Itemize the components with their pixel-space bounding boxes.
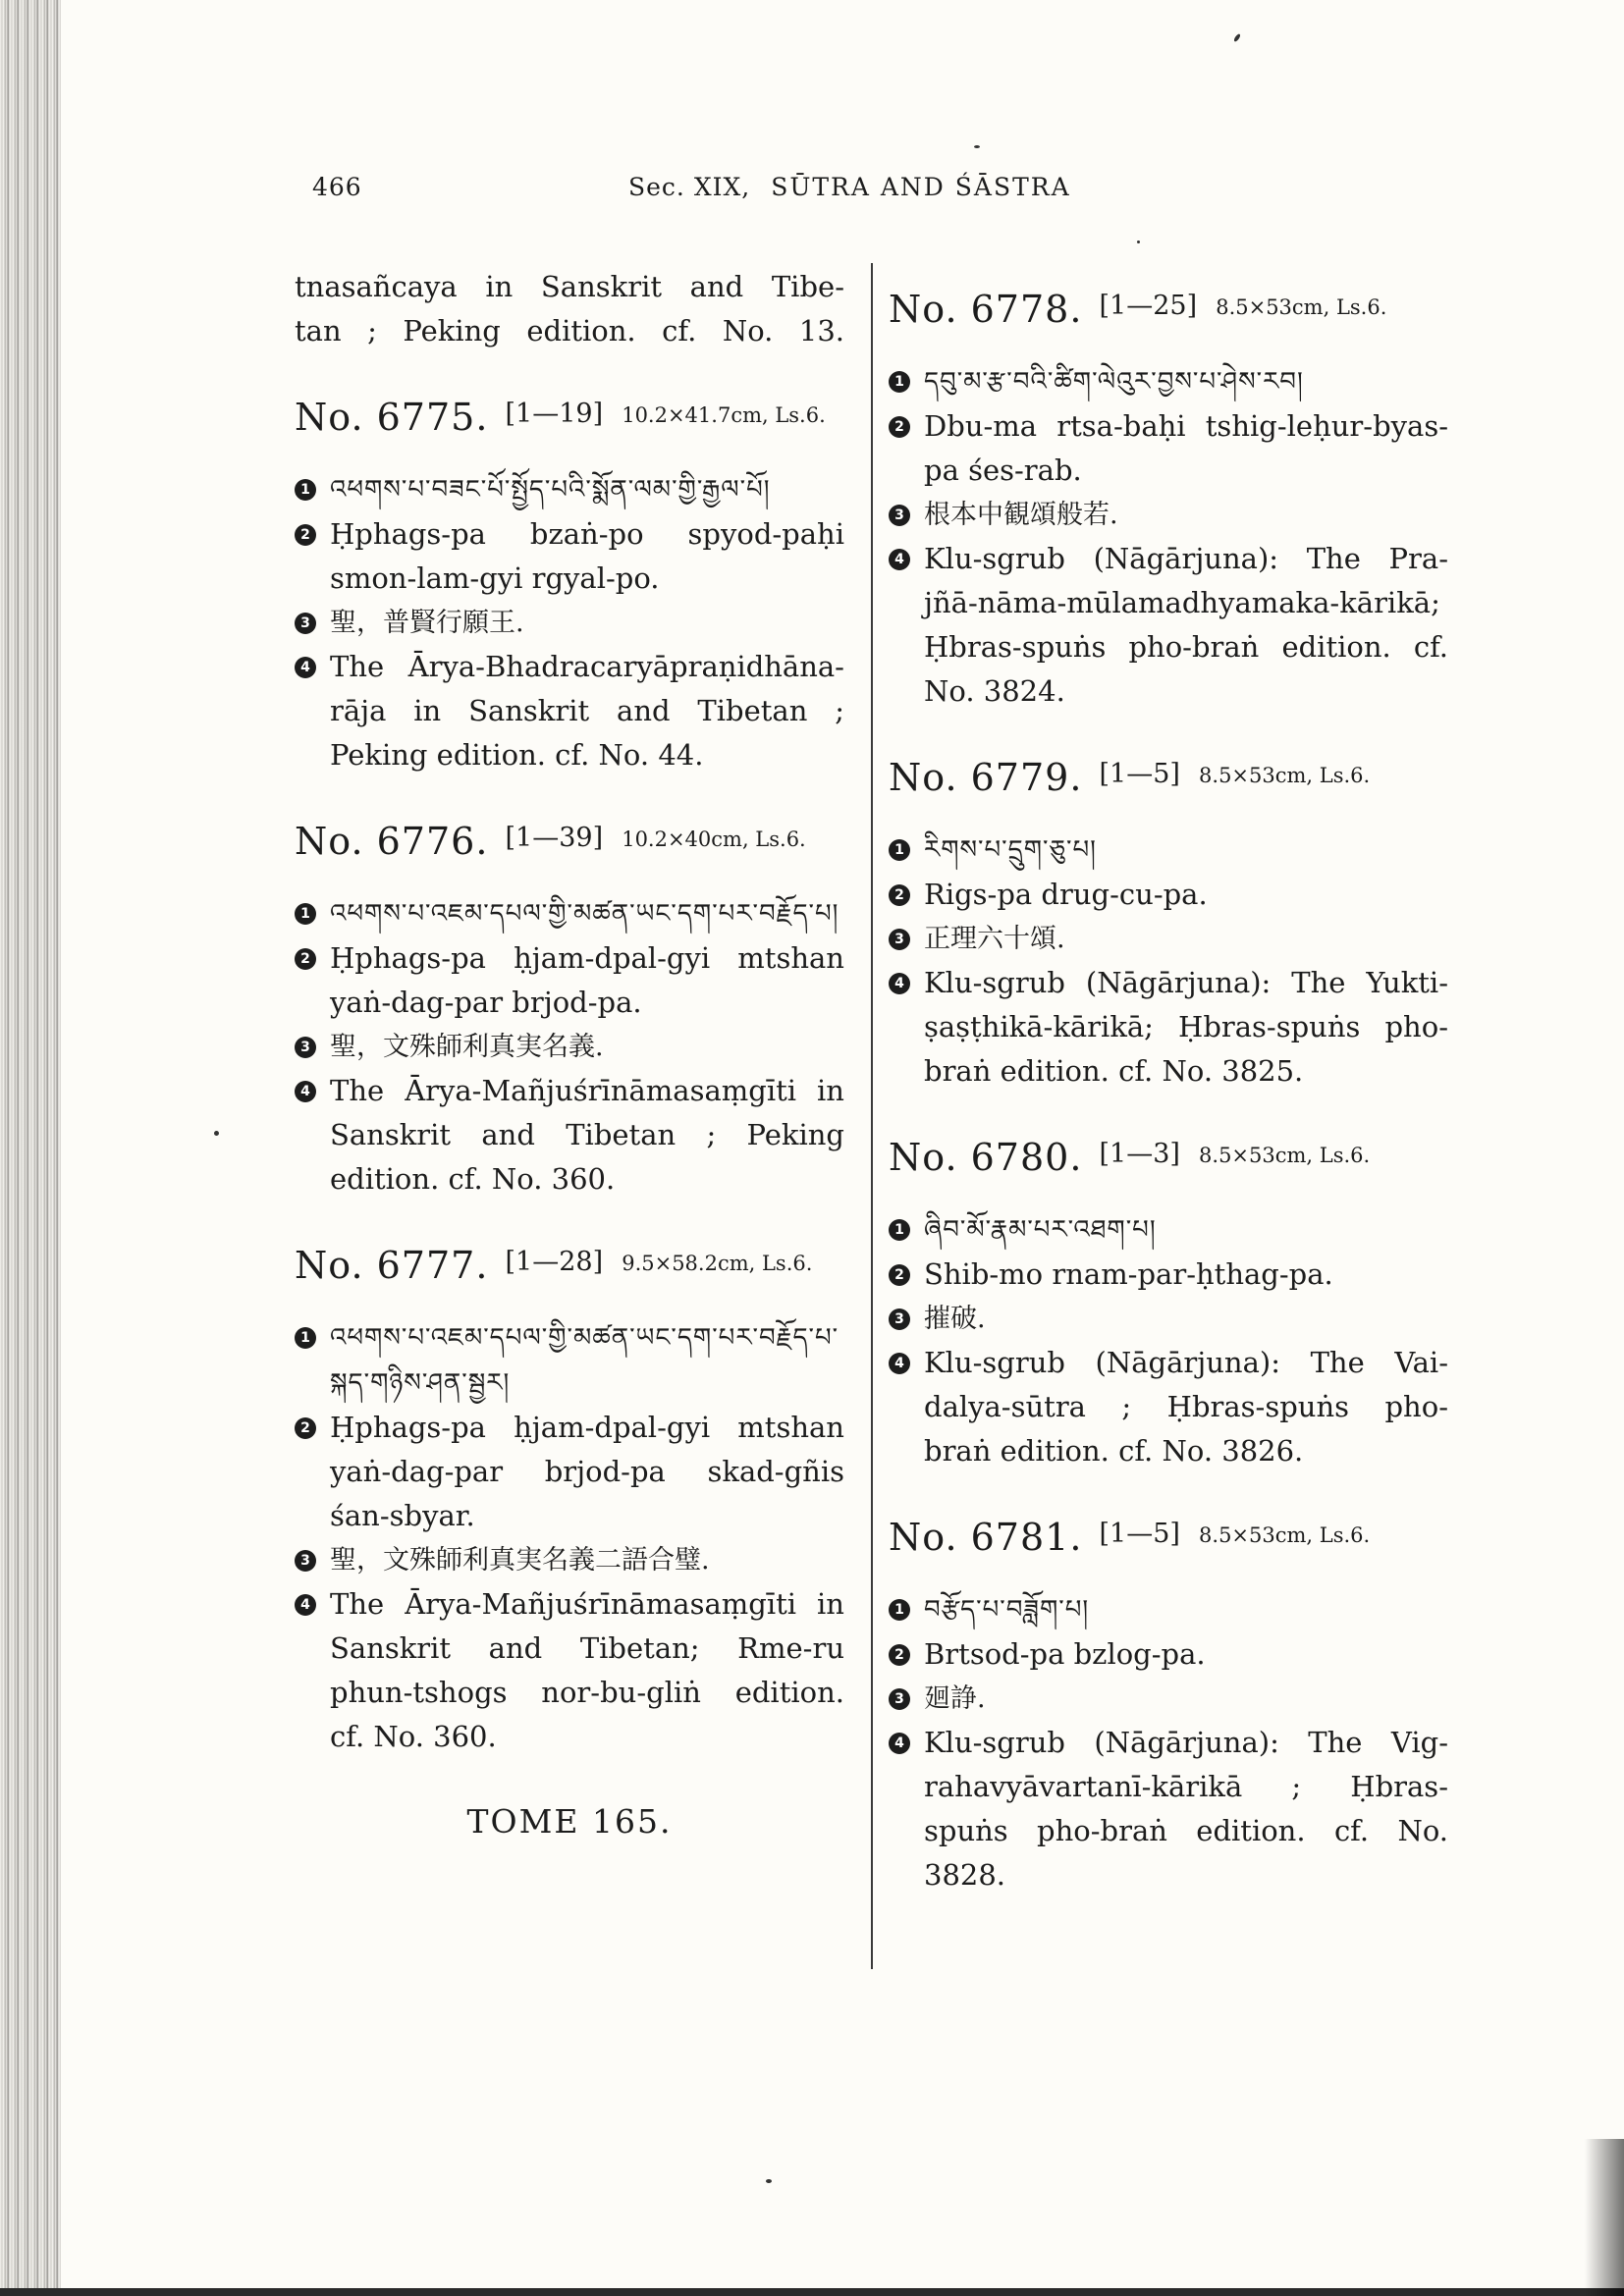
text-line: Klu-sgrub (Nāgārjuna): The Yukti- [924,966,1448,999]
left-column [295,265,844,1841]
circled-number-4-icon: 4 [295,657,316,678]
scan-speck [974,145,980,148]
entry-heading [889,753,1448,810]
text-line: yaṅ-dag-par brjod-pa. [330,986,642,1019]
scan-speck [766,2179,772,2183]
folio-range: [1—39] [505,823,604,853]
text-line: Dbu-ma rtsa-baḥi tshig-leḥur-byas- [924,409,1448,443]
text-line: The Ārya-Mañjuśrīnāmasaṃgīti in [330,1074,844,1107]
entry-number: No. 6775. [295,396,489,439]
text-line: edition. cf. No. 360. [330,1162,616,1196]
column-divider [871,263,873,1969]
text-line: Ḥphags-pa ḥjam-dpal-gyi mtshan [330,941,844,975]
tibetan-title: འཕགས་པ་འཇམ་དཔལ་གྱི་མཚན་ཡང་དག་པར་བརྗོད་པ་སྐད་གཉིས་ཤན་སྦྱར། [330,1323,839,1398]
tibetan-title: འཕགས་པ་འཇམ་དཔལ་གྱི་མཚན་ཡང་དག་པར་བརྗོད་པ། [330,899,839,929]
tibetan-title: འཕགས་པ་བཟང་པོ་སྤྱོད་པའི་སྨོན་ལམ་གྱི་རྒྱལ་པོ། [330,475,771,505]
scan-speck [1233,33,1241,43]
entry-number: No. 6776. [295,820,489,863]
scan-speck [1137,240,1140,243]
text-line: Sanskrit and Tibetan ; Peking [330,1118,844,1151]
chinese-title: 聖，文殊師利真実名義. [330,1032,604,1062]
field-tibetan-script [295,1315,844,1406]
catalog-entry [889,1513,1448,1897]
text-line: Brtsod-pa bzlog-pa. [924,1637,1206,1671]
circled-number-4-icon: 4 [295,1594,316,1616]
circled-number-1-icon: 1 [295,903,316,925]
entry-heading [295,817,844,874]
text-line: tan ; Peking edition. cf. No. 13. [295,314,844,347]
text-line: Ḥbras-spuṅs pho-braṅ edition. cf. [924,630,1448,664]
text-line: Klu-sgrub (Nāgārjuna): The Vai- [924,1346,1448,1379]
text-line: dalya-sūtra ; Ḥbras-spuṅs pho- [924,1390,1448,1423]
text-line: Klu-sgrub (Nāgārjuna): The Vig- [924,1726,1448,1759]
circled-number-1-icon: 1 [889,1599,910,1621]
field-chinese-title [889,1677,1448,1721]
circled-number-3-icon: 3 [295,613,316,634]
folio-range: [1—5] [1099,759,1180,789]
circled-number-4-icon: 4 [889,549,910,570]
text-line: spuṅs pho-braṅ edition. cf. No. [924,1814,1448,1847]
circled-number-3-icon: 3 [295,1037,316,1058]
field-description [889,1721,1448,1897]
text-line: jñā-nāma-mūlamadhyamaka-kārikā; [924,586,1440,619]
section-label: Sec. XIX, [628,173,751,201]
tibetan-title: ཞིབ་མོ་རྣམ་པར་འཐག་པ། [924,1215,1157,1245]
circled-number-2-icon: 2 [889,416,910,438]
circled-number-3-icon: 3 [889,1308,910,1330]
field-tibetan-script [889,1207,1448,1253]
field-description [889,1341,1448,1473]
circled-number-4-icon: 4 [889,1353,910,1374]
text-line: Klu-sgrub (Nāgārjuna): The Pra- [924,542,1448,575]
field-chinese-title [889,917,1448,961]
text-line: Ḥphags-pa ḥjam-dpal-gyi mtshan [330,1411,844,1444]
text-line: yaṅ-dag-par brjod-pa skad-gñis [330,1455,844,1488]
bottom-page-edge [0,2288,1624,2296]
page-number: 466 [312,173,362,201]
field-transliteration [889,1253,1448,1297]
dimensions: 8.5×53cm, Ls.6. [1199,1523,1371,1547]
entry-number: No. 6779. [889,756,1083,799]
field-tibetan-script [889,1587,1448,1632]
section-title: SŪTRA AND ŚĀSTRA [771,173,1071,201]
circled-number-2-icon: 2 [295,524,316,546]
folio-range: [1—19] [505,399,604,429]
field-chinese-title [295,1538,844,1582]
text-line: braṅ edition. cf. No. 3826. [924,1434,1304,1468]
field-transliteration [295,512,844,601]
right-column [889,285,1448,1897]
text-line: Shib-mo rnam-par-ḥthag-pa. [924,1257,1333,1291]
text-line: Ḥphags-pa bzaṅ-po spyod-paḥi [330,517,844,551]
scan-speck [214,1131,219,1136]
dimensions: 10.2×41.7cm, Ls.6. [622,403,826,427]
catalog-entry [889,285,1448,714]
dimensions: 10.2×40cm, Ls.6. [622,828,806,851]
chinese-title: 聖，普賢行願王. [330,608,524,638]
corner-shadow [1585,2139,1624,2296]
running-header [628,173,1071,201]
continuation-text [295,265,844,353]
field-chinese-title [295,1025,844,1069]
folio-range: [1—28] [505,1247,604,1277]
field-description [295,645,844,777]
tome-heading: TOME 165. [466,1802,673,1841]
field-tibetan-script [889,828,1448,873]
circled-number-2-icon: 2 [889,884,910,906]
circled-number-4-icon: 4 [889,973,910,994]
tibetan-title: རིགས་པ་དྲུག་ཅུ་པ། [924,835,1097,865]
entry-heading [889,285,1448,342]
field-transliteration [889,873,1448,917]
dimensions: 9.5×58.2cm, Ls.6. [622,1252,813,1275]
circled-number-2-icon: 2 [889,1644,910,1666]
field-tibetan-script [889,359,1448,404]
field-description [889,537,1448,714]
field-transliteration [889,404,1448,493]
catalog-entry [295,817,844,1201]
field-chinese-title [889,1297,1448,1341]
folio-range: [1—25] [1099,291,1198,321]
text-line: ṣaṣṭhikā-kārikā; Ḥbras-spuṅs pho- [924,1010,1448,1043]
field-chinese-title [889,493,1448,537]
text-line: rahavyāvartanī-kārikā ; Ḥbras- [924,1770,1448,1803]
chinese-title: 廻諍. [924,1683,986,1714]
entry-heading [295,393,844,450]
tibetan-title: བརྩོད་པ་བཟློག་པ། [924,1595,1090,1625]
field-tibetan-script [295,891,844,936]
dimensions: 8.5×53cm, Ls.6. [1199,764,1371,787]
text-line: Peking edition. cf. No. 44. [330,738,704,772]
text-line: tnasañcaya in Sanskrit and Tibe- [295,270,844,303]
text-line: pa śes-rab. [924,454,1082,487]
circled-number-1-icon: 1 [295,1327,316,1349]
catalog-entry [889,1133,1448,1473]
circled-number-3-icon: 3 [889,1688,910,1710]
field-transliteration [889,1632,1448,1677]
field-description [295,1069,844,1201]
text-line: rāja in Sanskrit and Tibetan ; [330,694,844,727]
catalog-entry [295,393,844,777]
circled-number-2-icon: 2 [295,948,316,970]
text-line: cf. No. 360. [330,1720,497,1753]
entry-heading [889,1513,1448,1570]
tibetan-title: དབུ་མ་རྩ་བའི་ཚིག་ལེའུར་བྱས་པ་ཤེས་རབ། [924,367,1304,397]
folio-range: [1—3] [1099,1139,1180,1169]
text-line: Sanskrit and Tibetan; Rme-ru [330,1631,844,1665]
circled-number-1-icon: 1 [889,371,910,393]
chinese-title: 根本中観頌般若. [924,500,1118,530]
dimensions: 8.5×53cm, Ls.6. [1199,1144,1371,1167]
circled-number-3-icon: 3 [889,505,910,526]
entry-number: No. 6780. [889,1136,1083,1179]
circled-number-1-icon: 1 [295,479,316,501]
circled-number-1-icon: 1 [889,839,910,861]
text-line: braṅ edition. cf. No. 3825. [924,1054,1304,1088]
entry-number: No. 6778. [889,288,1083,331]
field-tibetan-script [295,467,844,512]
circled-number-4-icon: 4 [889,1733,910,1754]
chinese-title: 聖，文殊師利真実名義二語合璧. [330,1545,710,1575]
folio-range: [1—5] [1099,1519,1180,1549]
field-chinese-title [295,601,844,645]
entry-heading [889,1133,1448,1190]
text-line: phun-tshogs nor-bu-gliṅ edition. [330,1676,844,1709]
entry-heading [295,1241,844,1298]
circled-number-2-icon: 2 [295,1417,316,1439]
circled-number-3-icon: 3 [295,1550,316,1572]
dimensions: 8.5×53cm, Ls.6. [1216,295,1387,319]
catalog-entry [889,753,1448,1094]
circled-number-3-icon: 3 [889,929,910,950]
field-description [889,961,1448,1094]
field-transliteration [295,936,844,1025]
catalog-entry [295,1241,844,1759]
text-line: No. 3824. [924,674,1065,708]
chinese-title: 正理六十頌. [924,924,1065,954]
field-description [295,1582,844,1759]
binding-edge-shadow [0,0,61,2296]
text-line: Rigs-pa drug-cu-pa. [924,878,1208,911]
chinese-title: 摧破. [924,1304,986,1334]
circled-number-4-icon: 4 [295,1081,316,1102]
circled-number-1-icon: 1 [889,1219,910,1241]
text-line: 3828. [924,1858,1006,1892]
entry-number: No. 6781. [889,1516,1083,1559]
text-line: The Ārya-Bhadracaryāpraṇidhāna- [330,650,844,683]
entry-number: No. 6777. [295,1244,489,1287]
text-line: smon-lam-gyi rgyal-po. [330,561,660,595]
circled-number-2-icon: 2 [889,1264,910,1286]
text-line: The Ārya-Mañjuśrīnāmasaṃgīti in [330,1587,844,1621]
text-line: śan-sbyar. [330,1499,475,1532]
field-transliteration [295,1406,844,1538]
